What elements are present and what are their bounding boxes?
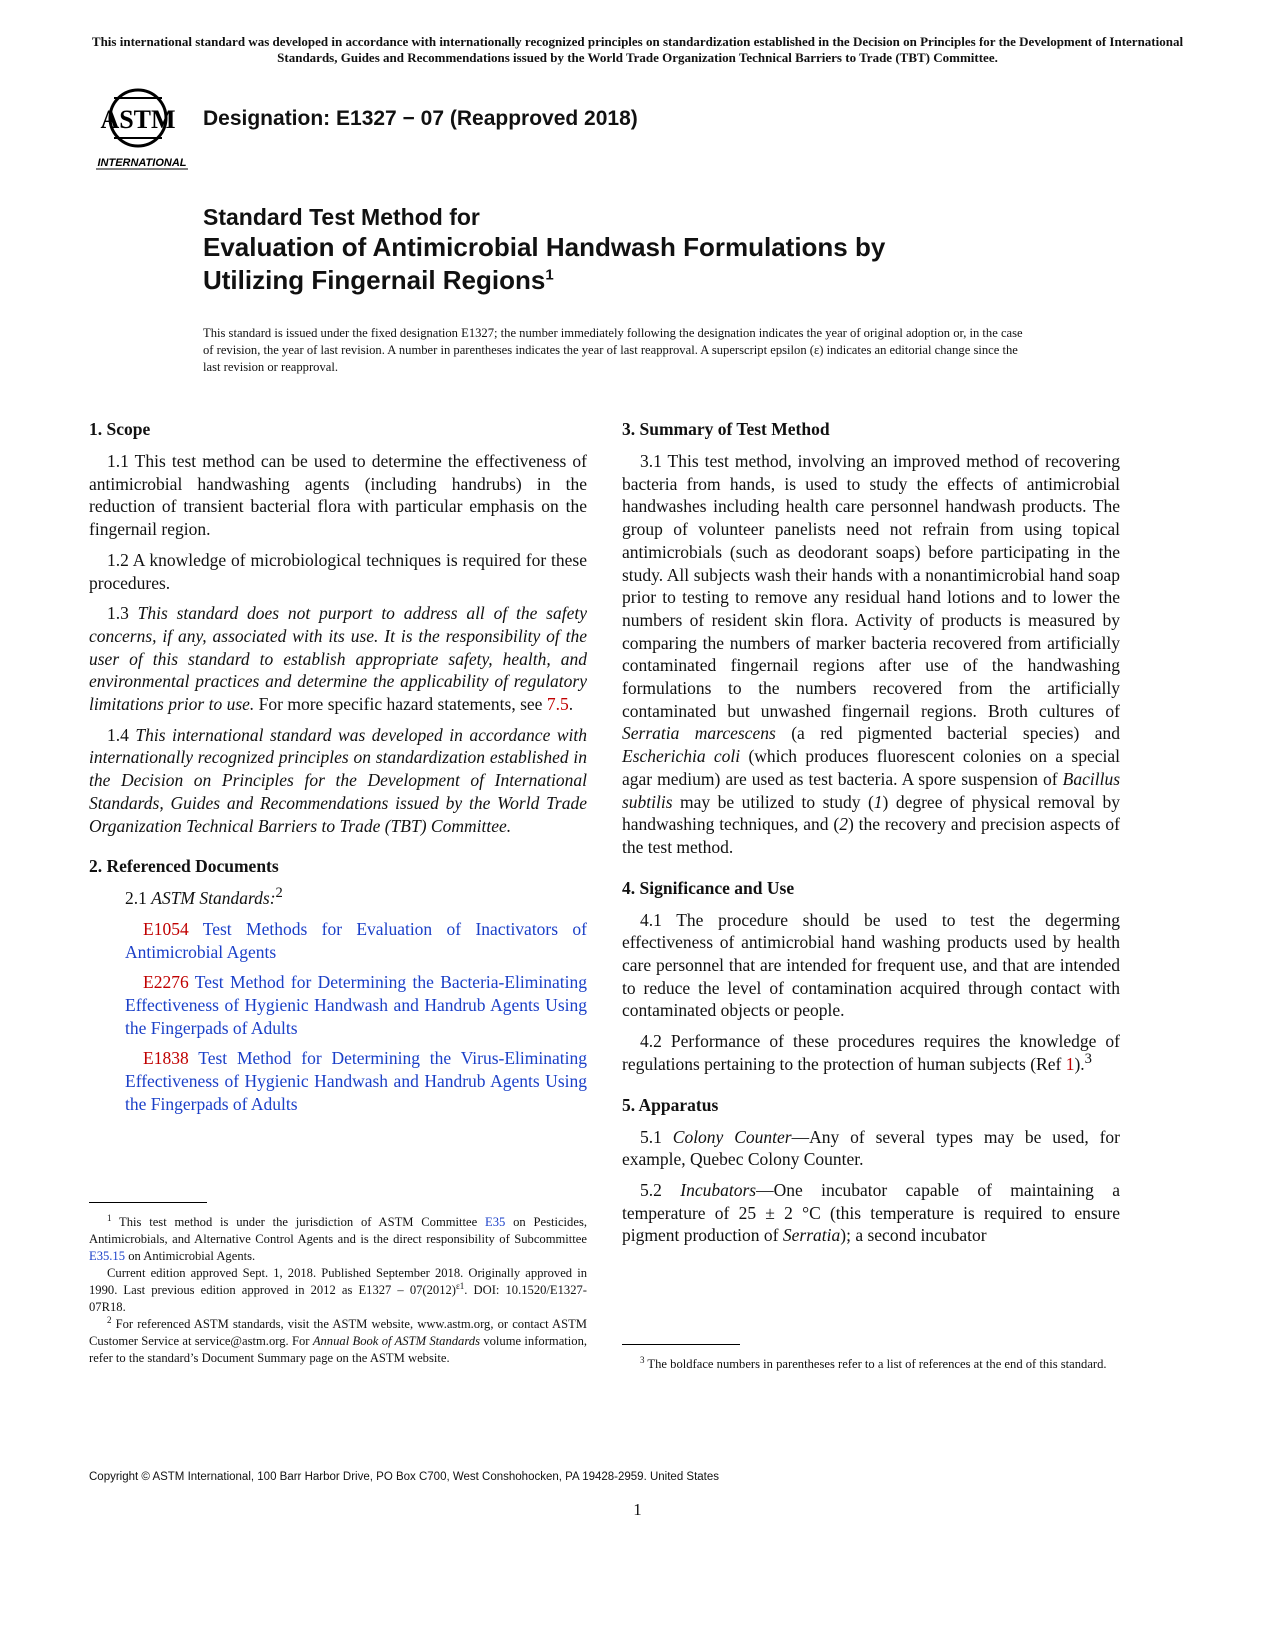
- title-line-3-text: Utilizing Fingernail Regions: [203, 265, 546, 295]
- scope-heading: 1. Scope: [89, 419, 151, 439]
- scope-1-3-italic: This standard does not purport to address all of the safety concerns, if any, associated with its use. It is the responsibility of the user of this standard to establish appropriate safety, health, and environmental practices and determine the applicability of regulatory limitations prior to use.: [89, 603, 587, 715]
- subcommittee-link[interactable]: E35.15: [89, 1249, 126, 1263]
- scope-1-3-num: 1.3: [107, 603, 129, 624]
- fn3-text: The boldface numbers in parentheses refer to a list of references at the end of this standard.: [647, 1357, 1107, 1371]
- apparatus-5-1-num: 5.1: [640, 1126, 662, 1147]
- issued-note: This standard is issued under the fixed designation E1327; the number immediately following the designation indicates the year of original adoption or, in the case of revision, the year of last revision. A number in parentheses indicates the year of last reapproval. A superscript epsilon (ε) indicates an editorial change since the last revision or reapproval.: [203, 326, 1023, 374]
- significance-heading: 4. Significance and Use: [622, 877, 795, 898]
- scope-1-4-num: 1.4: [107, 724, 129, 745]
- summary-text-d: may be utilized to study (: [680, 791, 874, 812]
- apparatus-5-2-num: 5.2: [640, 1179, 662, 1200]
- significance-4-2: [622, 1030, 1120, 1075]
- apparatus-5-1-text: —Any of several types may be used, for example, Quebec Colony Counter.: [622, 1126, 1121, 1170]
- logo-mark-text: ASTM: [100, 105, 176, 134]
- logo-text: INTERNATIONAL: [97, 157, 187, 169]
- astm-logo: [92, 84, 192, 174]
- fn2-mark: 2: [107, 1314, 112, 1325]
- fn1-text-a: This test method is under the jurisdiction of ASTM Committee: [119, 1215, 478, 1229]
- reference-code[interactable]: E2276: [143, 972, 189, 993]
- title-line-2: Evaluation of Antimicrobial Handwash Formulations by: [203, 232, 886, 262]
- summary-item-1: 1: [873, 791, 883, 812]
- summary-text-e: ) degree of physical removal by handwashing techniques, and (: [622, 791, 1120, 835]
- apparatus-5-1: [622, 1126, 1120, 1171]
- scope-1-3: 1.3 This standard does not purport to address all of the safety concerns, if any, associated with its use. It is the responsibility of the user of this standard to establish appropriate safety, health, and environmental practices and determine the applicability of regulatory limitations prior to use. For more specific hazard statements, see 7.5.: [89, 603, 587, 715]
- summary-text-b: (a red pigmented bacterial species) and: [791, 723, 1120, 744]
- scope-1-4: [89, 724, 587, 838]
- fn2-text-b: volume information, refer to the standard’s Document Summary page on the ASTM website.: [89, 1334, 588, 1365]
- significance-footnote-mark: 3: [1084, 1051, 1092, 1068]
- summary-heading: 3. Summary of Test Method: [622, 419, 830, 439]
- reference-item[interactable]: [89, 971, 587, 1039]
- reference-item[interactable]: [89, 1047, 587, 1115]
- fn3-mark: 3: [640, 1354, 645, 1365]
- scope-1-3-tail: For more specific hazard statements, see: [258, 694, 543, 715]
- summary-serratia: Serratia marcescens: [622, 723, 776, 744]
- footnote-rule-left: [89, 1202, 207, 1203]
- fn1-text-c: on Antimicrobial Agents.: [128, 1249, 256, 1263]
- footnote-2: [89, 1316, 587, 1367]
- scope-1-2: 1.2 A knowledge of microbiological techniques is required for these procedures.: [89, 549, 587, 593]
- apparatus-heading: 5. Apparatus: [622, 1094, 719, 1115]
- page-number: 1: [633, 1500, 642, 1519]
- fn2-italic: Annual Book of ASTM Standards: [312, 1334, 480, 1348]
- designation: Designation: E1327 − 07 (Reapproved 2018): [203, 107, 638, 130]
- reference-item[interactable]: [89, 918, 587, 963]
- apparatus-5-2: [622, 1179, 1120, 1247]
- scope-1-4-italic: This international standard was developed in accordance with internationally recognized principles on standardization established in the Decision on Principles for the Development of International Standards, Guides and Recommendations issued by the World Trade Organization Technical Barriers to Trade (TBT) Committee.: [89, 724, 588, 836]
- significance-4-1: 4.1 The procedure should be used to test the degerming effectiveness of antimicrobial hand washing products used by health care personnel that are intended for frequent use, and that are intended to reduce the level of contamination acquired through contact with contaminated objects or people.: [622, 909, 1120, 1021]
- reference-title[interactable]: Test Method for Determining the Bacteria-Eliminating Effectiveness of Hygienic Handwash and Handrub Agents Using the Fingerpads of Adults: [125, 972, 587, 1038]
- significance-4-2-text: 4.2 Performance of these procedures requires the knowledge of regulations pertaining to the protection of human subjects (Ref: [622, 1031, 1120, 1074]
- title-line-3: [203, 264, 1103, 297]
- copyright-line: Copyright © ASTM International, 100 Barr Harbor Drive, PO Box C700, West Conshohocken, PA 19428-2959. United States: [89, 1471, 720, 1483]
- summary-item-2: 2: [839, 814, 848, 835]
- scope-1-1: 1.1 This test method can be used to determine the effectiveness of antimicrobial handwashing agents (including handrubs) in the reduction of transient bacterial flora with particular emphasis on the fingernail region.: [89, 451, 587, 540]
- fn2-text-a: For referenced ASTM standards, visit the ASTM website, www.astm.org, or contact ASTM Customer Service at service@astm.org. For: [89, 1317, 587, 1348]
- wto-notice: This international standard was developed in accordance with internationally recognized principles on standardization established in the Decision on Principles for the Development of International Standards, Guides and Recommendations issued by the World Trade Organization Technical Barriers to Trade (TBT) Committee.: [91, 34, 1184, 65]
- footnote-1-edition: [89, 1265, 587, 1316]
- footnote-rule-right: [622, 1344, 740, 1345]
- footnote-1: [89, 1214, 587, 1265]
- summary-bacillus: Bacillus subtilis: [622, 768, 1121, 812]
- ref-intro-mark: 2: [275, 885, 283, 902]
- fn1-edition-text: Current edition approved Sept. 1, 2018. Published September 2018. Originally approved in 1990. Last previous edition approved in 2012 as E1327 – 07(2012): [89, 1266, 587, 1297]
- document-title: [203, 204, 1103, 297]
- summary-text-f: ) the recovery and precision aspects of the test method.: [622, 814, 1120, 857]
- footnotes-left: [89, 1214, 587, 1367]
- left-column: [89, 418, 587, 1124]
- reference-title[interactable]: Test Methods for Evaluation of Inactivators of Antimicrobial Agents: [125, 918, 587, 962]
- apparatus-5-2-text-a: —One incubator capable of maintaining a temperature of 25 ± 2 °C (this temperature is required to ensure pigment production of: [622, 1179, 1121, 1246]
- significance-4-2-close: ).: [1074, 1053, 1085, 1074]
- right-column: [622, 418, 1120, 1255]
- fn1-text-b: on Pesticides, Antimicrobials, and Alternative Control Agents and is the direct responsibility of Subcommittee: [89, 1215, 587, 1246]
- apparatus-5-1-term: Colony Counter: [672, 1126, 792, 1147]
- reference-code[interactable]: E1838: [143, 1048, 189, 1069]
- summary-text-a: 3.1 This test method, involving an improved method of recovering bacteria from hands, is used to study the effects of antimicrobial handwashes including health care personnel handwash products. The group of volunteer panelists need not refrain from using topical antimicrobials (such as deodorant soaps) before participating in the study. All subjects wash their hands with a nonantimicrobial hand soap prior to testing to remove any residual hand lotions and to lower the numbers of resident skin flora. Activity of products is measured by comparing the numbers of marker bacteria recovered from artificially contaminated fingernail regions after use of the handwashing formulations to the numbers recovered from the artificially contaminated but unwashed fingernail regions. Broth cultures of: [622, 451, 1120, 721]
- summary-3-1: [622, 450, 1120, 859]
- fn1-epsilon: ε1: [455, 1280, 465, 1291]
- footnotes-right: [622, 1356, 1120, 1373]
- apparatus-5-2-term: Incubators: [680, 1179, 757, 1200]
- reference-title[interactable]: Test Method for Determining the Virus-Eliminating Effectiveness of Hygienic Handwash and Handrub Agents Using the Fingerpads of Adults: [125, 1048, 587, 1114]
- ref-intro-label: ASTM Standards:: [151, 888, 276, 909]
- summary-ecoli: Escherichia coli: [622, 746, 741, 767]
- committee-link[interactable]: E35: [485, 1215, 506, 1229]
- fn1-mark: 1: [107, 1212, 112, 1223]
- astm-standards-intro: [89, 887, 587, 910]
- summary-text-c: (which produces fluorescent colonies on a special agar medium) are used as test bacteria. A spore suspension of: [622, 746, 1120, 789]
- footnote-3: [622, 1356, 1120, 1373]
- ref-intro-num: 2.1: [125, 888, 147, 909]
- title-footnote-mark: 1: [545, 266, 554, 284]
- referenced-heading: 2. Referenced Documents: [89, 856, 279, 877]
- section-link-7-5[interactable]: 7.5: [546, 694, 569, 715]
- astm-logo-mark: [92, 84, 192, 174]
- apparatus-5-2-italic: Serratia: [782, 1225, 841, 1246]
- title-line-1: Standard Test Method for: [203, 204, 480, 230]
- reference-code[interactable]: E1054: [143, 918, 189, 939]
- apparatus-5-2-text-b: ); a second incubator: [840, 1225, 987, 1246]
- fn1-doi: . DOI: 10.1520/E1327-07R18.: [89, 1283, 587, 1314]
- reference-link-1[interactable]: 1: [1065, 1053, 1075, 1074]
